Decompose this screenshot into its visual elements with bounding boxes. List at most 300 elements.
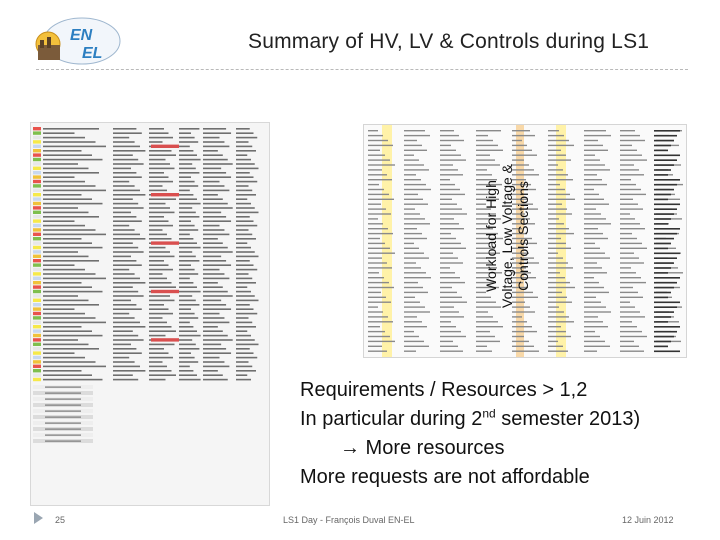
sheet-text-cell bbox=[236, 128, 250, 130]
sheet-text-cell bbox=[113, 317, 135, 319]
sheet-text-cell bbox=[440, 302, 467, 303]
sheet-text-cell bbox=[368, 272, 379, 273]
sheet-text-cell bbox=[203, 348, 226, 350]
sheet-text-cell bbox=[620, 306, 635, 307]
sheet-text-cell bbox=[203, 190, 229, 192]
sheet-text-cell bbox=[179, 379, 201, 381]
sheet-text-cell bbox=[43, 260, 99, 262]
sheet-text-cell bbox=[584, 159, 600, 160]
sheet-text-cell bbox=[236, 168, 259, 170]
sheet-text-cell bbox=[440, 326, 456, 327]
footer-presenter: LS1 Day - François Duval EN-EL bbox=[283, 515, 415, 525]
sheet-text-cell bbox=[548, 331, 566, 332]
sheet-text-cell bbox=[548, 238, 561, 239]
sheet-text-cell bbox=[368, 174, 387, 175]
sheet-text-cell bbox=[440, 199, 452, 200]
sheet-text-cell bbox=[368, 336, 390, 337]
sheet-text-cell bbox=[236, 256, 259, 258]
sheet-text-cell bbox=[620, 302, 630, 303]
sheet-text-cell bbox=[149, 317, 163, 319]
sheet-text-cell bbox=[368, 248, 390, 249]
sheet-total-cell bbox=[654, 262, 674, 264]
sheet-text-cell bbox=[404, 311, 430, 312]
sheet-text-cell bbox=[113, 203, 138, 205]
sheet-total-cell bbox=[654, 228, 680, 230]
sheet-text-cell bbox=[43, 176, 75, 178]
sheet-text-cell bbox=[368, 287, 394, 288]
sheet-text-cell bbox=[179, 220, 191, 222]
sheet-text-cell bbox=[203, 286, 223, 288]
sheet-text-cell bbox=[440, 130, 454, 131]
sheet-text-cell bbox=[149, 207, 170, 209]
sheet-text-cell bbox=[584, 326, 608, 327]
sheet-text-cell bbox=[404, 243, 414, 244]
sheet-total-cell bbox=[654, 189, 674, 191]
sheet-text-cell bbox=[440, 145, 451, 146]
sheet-text-cell bbox=[113, 132, 142, 134]
sheet-text-cell bbox=[149, 132, 169, 134]
sheet-text-cell bbox=[584, 179, 602, 180]
sheet-text-cell bbox=[43, 137, 85, 139]
sheet-text-cell bbox=[179, 344, 196, 346]
sheet-text-cell bbox=[179, 159, 201, 161]
sheet-status-cell bbox=[33, 356, 41, 359]
sheet-text-cell bbox=[236, 295, 255, 297]
sheet-text-cell bbox=[149, 348, 164, 350]
sheet-text-cell bbox=[548, 277, 565, 278]
sheet-text-cell bbox=[236, 137, 257, 139]
sheet-text-cell bbox=[43, 317, 96, 319]
sheet-highlight-cell bbox=[151, 145, 179, 148]
sheet-text-cell bbox=[203, 256, 221, 258]
sheet-total-cell bbox=[654, 150, 668, 152]
sheet-text-cell bbox=[149, 308, 169, 310]
sheet-text-cell bbox=[113, 137, 129, 139]
sheet-text-cell bbox=[368, 233, 393, 234]
sheet-text-cell bbox=[584, 135, 611, 136]
sheet-text-cell bbox=[113, 322, 140, 324]
sheet-text-cell bbox=[548, 321, 574, 322]
sheet-text-cell bbox=[404, 135, 430, 136]
sheet-total-cell bbox=[654, 311, 674, 313]
sheet-text-cell bbox=[440, 351, 463, 352]
sheet-text-cell bbox=[203, 216, 226, 218]
sheet-text-cell bbox=[149, 366, 167, 368]
sheet-text-cell bbox=[236, 185, 249, 187]
sheet-status-cell bbox=[33, 145, 41, 148]
sheet-text-cell bbox=[179, 291, 201, 293]
sheet-text-cell bbox=[620, 326, 637, 327]
sheet-text-cell bbox=[43, 304, 99, 306]
sheet-text-cell bbox=[548, 204, 562, 205]
sheet-text-cell bbox=[440, 218, 454, 219]
sheet-text-cell bbox=[203, 295, 233, 297]
sheet-text-cell bbox=[236, 282, 256, 284]
sheet-text-cell bbox=[43, 313, 85, 315]
sheet-summary-text bbox=[45, 423, 81, 424]
sheet-total-cell bbox=[654, 267, 671, 269]
sheet-text-cell bbox=[43, 344, 89, 346]
sheet-text-cell bbox=[440, 233, 451, 234]
sheet-text-cell bbox=[404, 150, 427, 151]
sheet-text-cell bbox=[548, 155, 566, 156]
sheet-text-cell bbox=[440, 208, 462, 209]
sheet-text-cell bbox=[404, 213, 420, 214]
sheet-text-cell bbox=[620, 248, 647, 249]
sheet-text-cell bbox=[584, 336, 600, 337]
sheet-status-cell bbox=[33, 215, 41, 218]
sheet-text-cell bbox=[548, 135, 564, 136]
sheet-text-cell bbox=[149, 234, 167, 236]
sheet-text-cell bbox=[236, 229, 249, 231]
sheet-status-cell bbox=[33, 228, 41, 231]
sheet-text-cell bbox=[113, 335, 138, 337]
sheet-text-cell bbox=[203, 352, 231, 354]
sheet-text-cell bbox=[149, 181, 173, 183]
sheet-text-cell bbox=[620, 130, 635, 131]
sheet-text-cell bbox=[179, 374, 197, 376]
sheet-text-cell bbox=[548, 316, 569, 317]
sheet-text-cell bbox=[179, 322, 190, 324]
sheet-total-cell bbox=[654, 316, 671, 318]
sheet-text-cell bbox=[113, 348, 136, 350]
sheet-text-cell bbox=[203, 264, 231, 266]
sheet-text-cell bbox=[236, 264, 254, 266]
sheet-text-cell bbox=[43, 190, 106, 192]
sheet-text-cell bbox=[368, 253, 395, 254]
sheet-text-cell bbox=[404, 267, 421, 268]
sheet-text-cell bbox=[404, 277, 431, 278]
footer-date: 12 Juin 2012 bbox=[622, 515, 674, 525]
sheet-text-cell bbox=[43, 141, 96, 143]
sheet-text-cell bbox=[179, 163, 192, 165]
sheet-text-cell bbox=[236, 159, 251, 161]
sheet-text-cell bbox=[404, 238, 427, 239]
sheet-text-cell bbox=[113, 212, 131, 214]
sheet-text-cell bbox=[620, 341, 634, 342]
sheet-text-cell bbox=[149, 225, 173, 227]
sheet-total-cell bbox=[654, 204, 680, 206]
sheet-text-cell bbox=[113, 242, 133, 244]
sheet-text-cell bbox=[149, 286, 176, 288]
sheet-text-cell bbox=[113, 313, 129, 315]
sheet-text-cell bbox=[179, 242, 197, 244]
sheet-text-cell bbox=[620, 155, 642, 156]
sheet-status-cell bbox=[33, 281, 41, 284]
sheet-text-cell bbox=[43, 163, 78, 165]
sheet-text-cell bbox=[203, 141, 224, 143]
sheet-text-cell bbox=[43, 251, 78, 253]
sheet-text-cell bbox=[584, 184, 607, 185]
sheet-text-cell bbox=[584, 282, 599, 283]
sheet-highlight-cell bbox=[151, 290, 179, 293]
sheet-text-cell bbox=[368, 194, 389, 195]
sheet-text-cell bbox=[620, 282, 646, 283]
sheet-text-cell bbox=[620, 272, 636, 273]
sheet-total-cell bbox=[654, 272, 668, 274]
sheet-text-cell bbox=[584, 321, 603, 322]
sheet-text-cell bbox=[179, 176, 191, 178]
sheet-text-cell bbox=[149, 216, 164, 218]
sheet-text-cell bbox=[43, 366, 106, 368]
sheet-text-cell bbox=[368, 179, 392, 180]
sheet-text-cell bbox=[548, 174, 568, 175]
sheet-total-cell bbox=[654, 159, 677, 161]
sheet-text-cell bbox=[620, 228, 645, 229]
sheet-text-cell bbox=[149, 326, 172, 328]
sheet-text-cell bbox=[368, 277, 384, 278]
sheet-text-cell bbox=[404, 262, 416, 263]
sheet-text-cell bbox=[404, 302, 420, 303]
sheet-status-cell bbox=[33, 303, 41, 306]
sheet-text-cell bbox=[113, 273, 135, 275]
sheet-text-cell bbox=[404, 199, 423, 200]
sheet-text-cell bbox=[236, 269, 257, 271]
sheet-text-cell bbox=[113, 300, 131, 302]
sheet-text-cell bbox=[584, 316, 598, 317]
sheet-highlight-cell bbox=[151, 193, 179, 196]
sheet-text-cell bbox=[404, 228, 417, 229]
sheet-text-cell bbox=[179, 181, 195, 183]
sheet-text-cell bbox=[43, 242, 92, 244]
sheet-text-cell bbox=[584, 189, 594, 190]
sheet-summary-text bbox=[45, 411, 81, 412]
sheet-text-cell bbox=[236, 238, 256, 240]
sheet-text-cell bbox=[620, 213, 630, 214]
sheet-text-cell bbox=[149, 150, 172, 152]
sheet-text-cell bbox=[149, 185, 163, 187]
right-axis-label-line1: Workload for High bbox=[483, 180, 499, 292]
slide-number: 25 bbox=[55, 515, 66, 525]
sheet-text-cell bbox=[584, 287, 604, 288]
sheet-text-cell bbox=[43, 278, 106, 280]
sheet-text-cell bbox=[236, 361, 249, 363]
sheet-text-cell bbox=[113, 234, 140, 236]
more-resources-text: More resources bbox=[360, 437, 505, 459]
sheet-text-cell bbox=[620, 208, 643, 209]
sheet-text-cell bbox=[113, 326, 145, 328]
sheet-text-cell bbox=[440, 204, 457, 205]
sheet-text-cell bbox=[203, 238, 218, 240]
sheet-text-cell bbox=[548, 306, 559, 307]
sheet-text-cell bbox=[149, 256, 175, 258]
sheet-status-cell bbox=[33, 127, 41, 130]
sheet-text-cell bbox=[149, 269, 173, 271]
sheet-text-cell bbox=[404, 145, 422, 146]
sheet-text-cell bbox=[149, 238, 172, 240]
sheet-total-cell bbox=[654, 233, 677, 235]
sheet-total-cell bbox=[654, 140, 674, 142]
sheet-text-cell bbox=[368, 267, 392, 268]
sheet-text-cell bbox=[179, 168, 196, 170]
sheet-text-cell bbox=[404, 351, 416, 352]
sheet-text-cell bbox=[113, 229, 135, 231]
sheet-text-cell bbox=[113, 141, 135, 143]
sheet-text-cell bbox=[236, 370, 256, 372]
sheet-total-cell bbox=[654, 282, 677, 284]
sheet-text-cell bbox=[584, 174, 597, 175]
sheet-text-cell bbox=[440, 346, 458, 347]
sheet-summary-text bbox=[45, 387, 81, 388]
sheet-text-cell bbox=[113, 361, 135, 363]
sheet-text-cell bbox=[179, 154, 197, 156]
sheet-text-cell bbox=[236, 146, 252, 148]
sheet-status-cell bbox=[33, 307, 41, 310]
sheet-text-cell bbox=[179, 317, 198, 319]
sheet-status-cell bbox=[33, 171, 41, 174]
sheet-text-cell bbox=[548, 184, 560, 185]
sheet-text-cell bbox=[584, 155, 595, 156]
sheet-status-cell bbox=[33, 184, 41, 187]
sheet-text-cell bbox=[368, 282, 389, 283]
sheet-text-cell bbox=[203, 330, 223, 332]
sheet-text-cell bbox=[548, 140, 569, 141]
sheet-text-cell bbox=[620, 204, 638, 205]
sheet-total-cell bbox=[654, 331, 677, 333]
sheet-text-cell bbox=[368, 150, 380, 151]
sheet-text-cell bbox=[368, 213, 391, 214]
sheet-text-cell bbox=[368, 321, 393, 322]
sheet-text-cell bbox=[620, 189, 641, 190]
sheet-text-cell bbox=[548, 257, 563, 258]
sheet-text-cell bbox=[179, 264, 191, 266]
sheet-status-cell bbox=[33, 219, 41, 222]
sheet-text-cell bbox=[43, 146, 106, 148]
sheet-text-cell bbox=[548, 159, 571, 160]
sheet-text-cell bbox=[548, 228, 569, 229]
sheet-text-cell bbox=[404, 341, 424, 342]
sheet-text-cell bbox=[584, 194, 599, 195]
sheet-text-cell bbox=[149, 137, 173, 139]
sheet-text-cell bbox=[149, 159, 166, 161]
sheet-text-cell bbox=[548, 287, 575, 288]
sheet-text-cell bbox=[236, 212, 259, 214]
sheet-text-cell bbox=[548, 346, 563, 347]
sheet-text-cell bbox=[113, 190, 140, 192]
sheet-text-cell bbox=[584, 253, 605, 254]
sheet-text-cell bbox=[584, 277, 594, 278]
sheet-text-cell bbox=[43, 198, 92, 200]
sheet-text-cell bbox=[440, 228, 464, 229]
sheet-text-cell bbox=[404, 208, 415, 209]
sheet-text-cell bbox=[440, 194, 465, 195]
sheet-status-cell bbox=[33, 224, 41, 227]
sheet-status-cell bbox=[33, 329, 41, 332]
sheet-text-cell bbox=[440, 150, 456, 151]
sheet-text-cell bbox=[368, 351, 387, 352]
footer-triangle-icon bbox=[34, 512, 43, 524]
sheet-text-cell bbox=[440, 238, 456, 239]
sheet-text-cell bbox=[440, 189, 460, 190]
sheet-status-cell bbox=[33, 338, 41, 341]
sheet-text-cell bbox=[113, 304, 136, 306]
sheet-text-cell bbox=[236, 154, 247, 156]
sheet-status-cell bbox=[33, 343, 41, 346]
sheet-text-cell bbox=[203, 212, 221, 214]
sheet-total-cell bbox=[654, 238, 674, 240]
sheet-text-cell bbox=[368, 145, 393, 146]
sheet-text-cell bbox=[368, 218, 378, 219]
sheet-text-cell bbox=[113, 220, 142, 222]
sheet-text-cell bbox=[203, 198, 223, 200]
sheet-text-cell bbox=[179, 286, 197, 288]
sheet-text-cell bbox=[179, 269, 195, 271]
sheet-text-cell bbox=[404, 321, 422, 322]
sheet-text-cell bbox=[440, 174, 463, 175]
sheet-text-cell bbox=[620, 159, 647, 160]
sheet-status-cell bbox=[33, 158, 41, 161]
sheet-text-cell bbox=[149, 247, 166, 249]
sheet-total-cell bbox=[654, 218, 671, 220]
sheet-text-cell bbox=[149, 212, 175, 214]
sheet-total-cell bbox=[654, 321, 668, 323]
sheet-text-cell bbox=[113, 128, 136, 130]
sheet-total-cell bbox=[654, 341, 671, 343]
sheet-text-cell bbox=[548, 164, 558, 165]
sheet-summary-text bbox=[45, 429, 81, 430]
sheet-text-cell bbox=[149, 304, 164, 306]
sheet-text-cell bbox=[548, 248, 571, 249]
sheet-text-cell bbox=[43, 229, 96, 231]
sheet-text-cell bbox=[113, 379, 138, 381]
sheet-text-cell bbox=[203, 247, 228, 249]
sheet-text-cell bbox=[203, 185, 224, 187]
sheet-text-cell bbox=[149, 163, 170, 165]
sheet-total-cell bbox=[654, 306, 677, 308]
sheet-text-cell bbox=[149, 260, 164, 262]
sheet-text-cell bbox=[440, 321, 451, 322]
sheet-summary-text bbox=[45, 405, 81, 406]
sheet-text-cell bbox=[203, 242, 223, 244]
sheet-text-cell bbox=[43, 330, 92, 332]
sheet-total-cell bbox=[654, 174, 668, 176]
title-divider bbox=[36, 69, 688, 70]
sheet-total-cell bbox=[654, 179, 680, 181]
sheet-status-cell bbox=[33, 175, 41, 178]
sheet-text-cell bbox=[43, 203, 103, 205]
sheet-text-cell bbox=[440, 262, 463, 263]
sheet-text-cell bbox=[203, 234, 229, 236]
sheet-text-cell bbox=[440, 267, 450, 268]
sheet-text-cell bbox=[620, 321, 632, 322]
sheet-text-cell bbox=[368, 135, 383, 136]
second-semester-suffix: semester 2013) bbox=[495, 408, 641, 430]
more-resources-line bbox=[300, 434, 720, 463]
sheet-text-cell bbox=[149, 176, 169, 178]
sheet-total-cell bbox=[654, 292, 671, 294]
planning-spreadsheet-left bbox=[30, 122, 270, 506]
sheet-text-cell bbox=[368, 306, 378, 307]
sheet-status-cell bbox=[33, 206, 41, 209]
sheet-text-cell bbox=[236, 344, 259, 346]
sheet-text-cell bbox=[548, 336, 571, 337]
sheet-text-cell bbox=[179, 150, 193, 152]
sheet-text-cell bbox=[203, 181, 220, 183]
sheet-text-cell bbox=[440, 282, 465, 283]
sheet-text-cell bbox=[368, 302, 391, 303]
sheet-text-cell bbox=[203, 128, 226, 130]
sheet-text-cell bbox=[236, 379, 251, 381]
sheet-text-cell bbox=[236, 322, 252, 324]
sheet-text-cell bbox=[203, 317, 224, 319]
sheet-text-cell bbox=[368, 189, 384, 190]
sheet-text-cell bbox=[43, 225, 85, 227]
second-semester-line bbox=[300, 405, 720, 434]
sheet-text-cell bbox=[368, 199, 394, 200]
sheet-text-cell bbox=[43, 352, 75, 354]
sheet-status-cell bbox=[33, 321, 41, 324]
sheet-text-cell bbox=[179, 247, 201, 249]
